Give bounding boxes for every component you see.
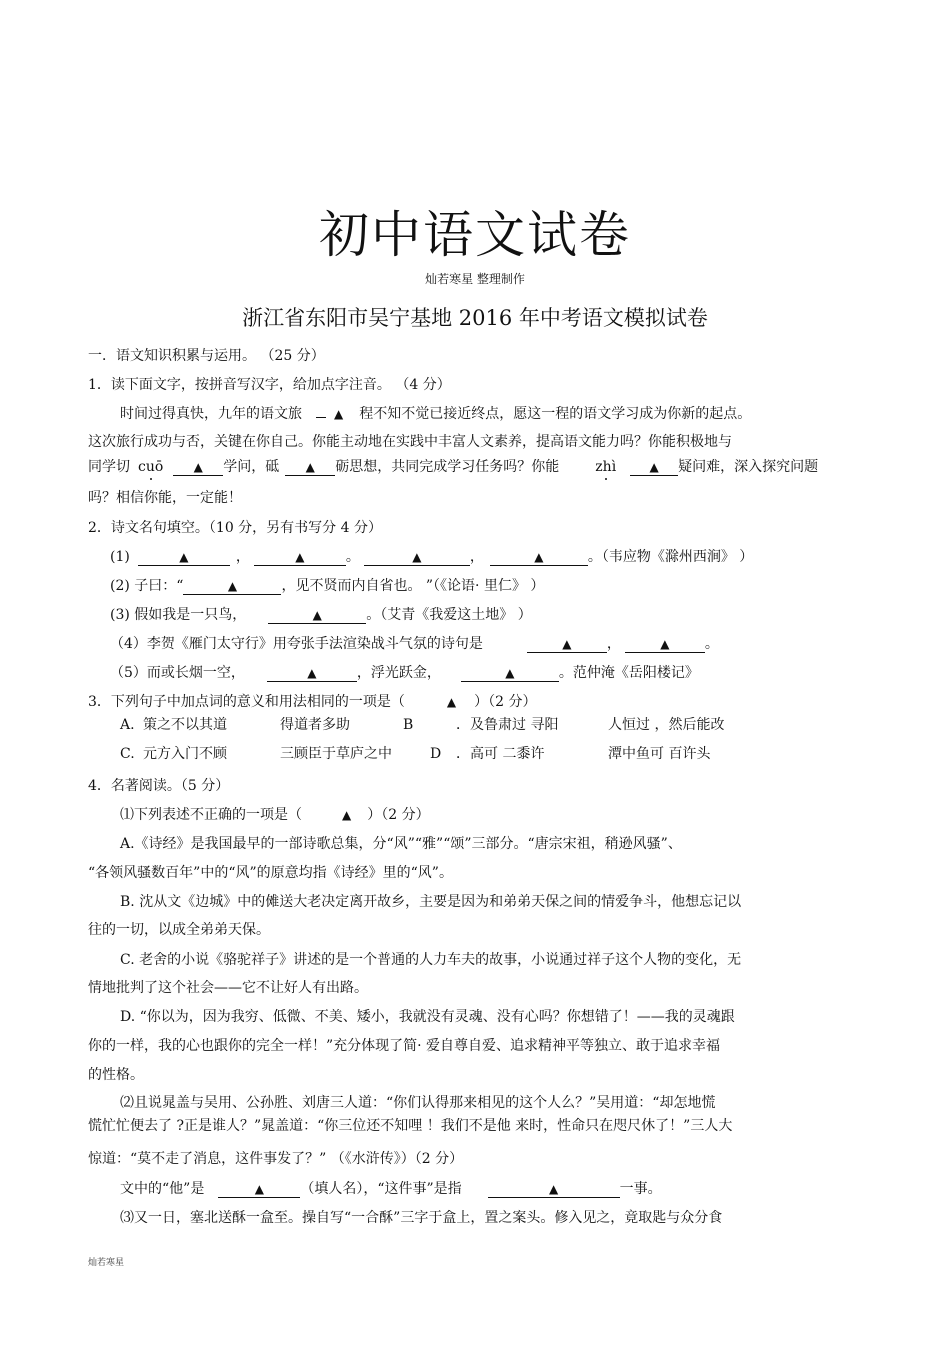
source-citation: 。（韦应物《滁州西涧》 ） <box>587 549 754 565</box>
question-2-item-4 <box>110 635 719 653</box>
punctuation: 。 <box>704 636 719 652</box>
question-2-item-3 <box>110 606 532 624</box>
blank-marker: ▲ <box>649 460 659 474</box>
blank-marker: ▲ <box>549 1182 559 1196</box>
question-3-prompt <box>88 693 537 711</box>
option-D-line-1: D. “你以为，因为我穷、低微、不美、矮小，我就没有灵魂、没有心吗？你想错了！——我的灵魂跟 <box>120 1009 735 1025</box>
punctuation: ， <box>235 549 250 565</box>
item-text-a: （4）李贺《雁门太守行》用夸张手法渲染战斗气氛的诗句是 <box>110 636 483 652</box>
answer-blank[interactable] <box>254 549 346 566</box>
question-1-line-1 <box>120 405 751 423</box>
option-A-phrase-2: 得道者多助 <box>280 717 350 733</box>
option-C-phrase-1: 元方入门不顾 <box>143 746 227 762</box>
option-D-line-3: 的性格。 <box>88 1067 144 1083</box>
sub-text-b: ）（2 分） <box>367 807 430 823</box>
option-B-phrase-2: 人恒过 ，然后能改 <box>608 717 725 733</box>
item-text-a: (3) 假如我是一只鸟， <box>110 607 247 623</box>
credit-line: 灿若寒星 整理制作 <box>425 272 525 286</box>
option-C-line-2: 情地批判了这个社会——它不让好人有出路。 <box>88 980 368 996</box>
section-heading: 一．语文知识积累与运用。 （25 分） <box>88 348 325 364</box>
question-1-line-3 <box>88 458 818 476</box>
question-4-prompt: 4．名著阅读。（5 分） <box>88 778 230 794</box>
question-4-sub-2-line-3: 惊道：“莫不走了消息，这件事发了？” （《水浒传》）（2 分） <box>88 1151 464 1167</box>
blank-marker: ▲ <box>534 550 544 564</box>
blank-marker: ▲ <box>562 637 572 651</box>
blank-marker: ▲ <box>312 608 322 622</box>
option-C-line-1: C. 老舍的小说《骆驼祥子》讲述的是一个普通的人力车夫的故事，小说通过祥子这个人物的变化，无 <box>120 952 742 968</box>
blank-marker: ▲ <box>179 550 189 564</box>
option-B-line-1: B. 沈从文《边城》中的傩送大老决定离开故乡，主要是因为和弟弟天保之间的情爱争斗，他想忘记以 <box>120 894 742 910</box>
question-1-prompt: 1．读下面文字，按拼音写汉字，给加点字注音。 （4 分） <box>88 377 451 393</box>
option-A-line-1: A.《诗经》是我国最早的一部诗歌总集，分“风”“雅”“颂”三部分。“唐宗宋祖，稍逊风骚”、 <box>120 836 682 852</box>
answer-blank[interactable] <box>490 549 588 566</box>
item-text-b: 。（艾青《我爱这土地》 ） <box>366 607 532 623</box>
blank-marker: ▲ <box>227 579 238 593</box>
question-1-line-4: 吗？相信你能，一定能！ <box>88 490 242 506</box>
answer-blank[interactable] <box>488 1181 620 1198</box>
blank-marker: ▲ <box>446 695 457 709</box>
exam-subtitle: 浙江省东阳市吴宁基地 2016 年中考语文模拟试卷 <box>242 306 708 330</box>
question-4-sub-3-line-1: ⑶又一日，塞北送酥一盒至。操自写“一合酥”三字于盒上，置之案头。修入见之，竟取匙与众分食 <box>120 1210 723 1226</box>
blank-marker: ▲ <box>342 808 352 822</box>
q1-line3-text-d: 疑问难，深入探究问题 <box>678 459 819 475</box>
fill-text-a: 文中的“他”是 <box>120 1181 205 1197</box>
question-4-sub-2-line-1: ⑵且说晁盖与吴用、公孙胜、刘唐三人道：“你们认得那来相见的这个人么？”吴用道：“却怎地慌 <box>120 1095 716 1111</box>
q1-line3-text-c: 砺思想，共同完成学习任务吗？你能 <box>335 459 560 475</box>
option-D-phrase-2: 潭中鱼可 百许头 <box>608 746 711 762</box>
answer-blank[interactable] <box>173 459 223 476</box>
punctuation: 。 <box>345 549 360 565</box>
q1-line3-text-a: 同学切 <box>88 459 130 475</box>
answer-blank[interactable] <box>527 636 607 653</box>
fill-text-c: 一事。 <box>619 1181 662 1197</box>
blank-marker: ▲ <box>193 460 203 474</box>
answer-blank[interactable] <box>285 459 335 476</box>
question-4-sub-2-line-2: 慌忙忙便去了 ?正是谁人？”晁盖道：“你三位还不知哩 ！我们不是他 来时，性命只在咫尺休了！”三人大 <box>88 1118 733 1134</box>
answer-blank[interactable] <box>625 636 705 653</box>
option-A-line-2: “各领风骚数百年”中的“风”的原意均指《诗经》里的“风”。 <box>88 865 453 881</box>
answer-blank[interactable] <box>364 549 470 566</box>
answer-blank[interactable] <box>267 665 357 682</box>
option-D-line-2: 你的一样，我的心也跟你的完全一样！”充分体现了简· 爱自尊自爱、追求精神平等独立、敢于追求幸福 <box>88 1038 721 1054</box>
sub-text-a: ⑴下列表述不正确的一项是（ <box>120 807 302 823</box>
item-text-a: （5）而或长烟一空， <box>110 665 245 681</box>
question-2-item-5 <box>110 664 699 682</box>
option-D-phrase-1: ．高可 二黍许 <box>456 746 545 762</box>
item-text-c: 。范仲淹《岳阳楼记》 <box>558 665 699 681</box>
option-C-label: C. <box>120 746 135 762</box>
item-number: (1) <box>110 549 130 565</box>
question-4-sub-1 <box>120 806 430 824</box>
q1-line1-text-b: 程不知不觉已接近终点，愿这一程的语文学习成为你新的起点。 <box>359 406 752 422</box>
option-B-line-2: 往的一切，以成全弟弟天保。 <box>88 922 270 938</box>
blank-marker: ▲ <box>505 666 515 680</box>
pinyin-zhi: zhì <box>595 459 617 475</box>
answer-blank[interactable] <box>461 665 559 682</box>
answer-blank[interactable] <box>316 417 326 418</box>
option-B-label: B <box>403 717 414 733</box>
answer-blank[interactable] <box>630 459 678 476</box>
option-A-phrase-1: 策之不以其道 <box>143 717 227 733</box>
punctuation: ， <box>469 549 484 565</box>
item-text-b: ，浮光跃金， <box>356 665 441 681</box>
question-1-line-2: 这次旅行成功与否，关键在你自己。你能主动地在实践中丰富人文素养，提高语文能力吗？你能积极地与 <box>88 434 732 450</box>
q1-line3-text-b: 学问，砥 <box>223 459 280 475</box>
blank-marker: ▲ <box>295 550 305 564</box>
option-A-label: A. <box>120 717 135 733</box>
blank-marker: ▲ <box>305 460 315 474</box>
prompt-text-a: 3．下列句子中加点词的意义和用法相同的一项是（ <box>88 694 405 710</box>
prompt-text-b: ）（2 分） <box>474 694 537 710</box>
page-title: 初中语文试卷 <box>319 206 631 264</box>
q1-line1-text-a: 时间过得真快，九年的语文旅 <box>120 406 302 422</box>
punctuation: ， <box>606 636 621 652</box>
answer-blank[interactable] <box>268 607 366 624</box>
option-B-phrase-1: ．及鲁肃过 寻阳 <box>456 717 559 733</box>
item-text-a: (2) 子曰：“ <box>110 578 184 594</box>
blank-marker: ▲ <box>307 666 317 680</box>
answer-blank[interactable] <box>218 1181 300 1198</box>
option-D-label: D <box>430 746 442 762</box>
pinyin-cuo: cuō <box>138 459 164 475</box>
question-2-item-1 <box>110 548 753 566</box>
answer-blank[interactable] <box>138 549 230 566</box>
question-2-item-2 <box>110 577 544 595</box>
blank-marker: ▲ <box>254 1182 264 1196</box>
question-4-sub-2-fill <box>120 1180 662 1198</box>
fill-text-b: （填人名），“这件事”是指 <box>300 1181 462 1197</box>
blank-marker: ▲ <box>334 407 344 421</box>
answer-blank[interactable] <box>183 578 281 595</box>
page-footer: 灿若寒星 <box>88 1258 125 1268</box>
blank-marker: ▲ <box>412 550 422 564</box>
item-text-b: ，见不贤而内自省也。 ”（《论语· 里仁》 ） <box>281 578 545 594</box>
question-2-prompt: 2．诗文名句填空。（10 分，另有书写分 4 分） <box>88 520 382 536</box>
blank-marker: ▲ <box>660 637 670 651</box>
option-C-phrase-2: 三顾臣于草庐之中 <box>280 746 392 762</box>
